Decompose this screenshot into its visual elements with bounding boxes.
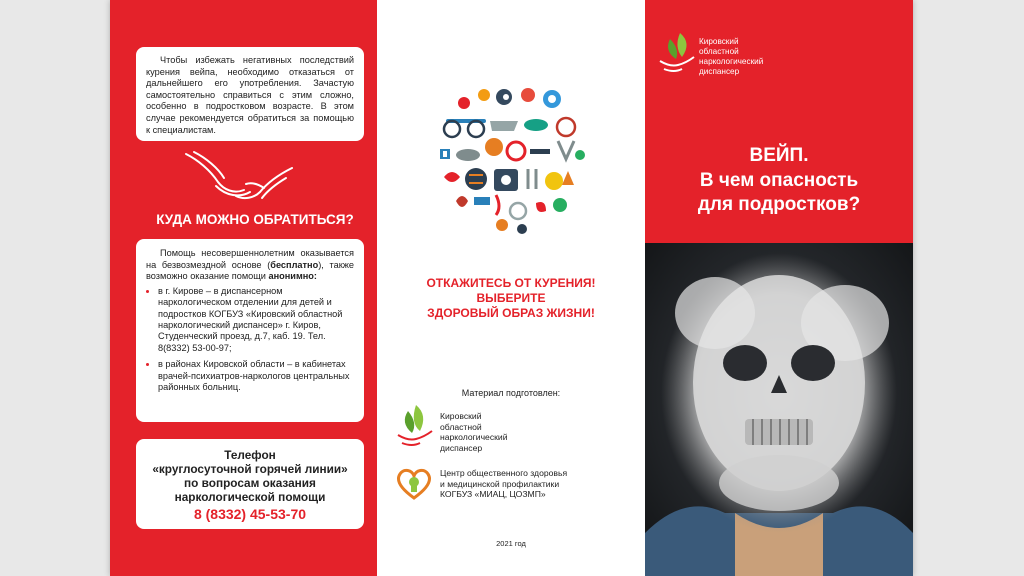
hotline-line: «круглосуточной горячей линии» [152, 462, 348, 476]
org-line: диспансер [440, 442, 483, 453]
cta-line: ЗДОРОВЫЙ ОБРАЗ ЖИЗНИ! [427, 306, 595, 320]
logo-line: диспансер [699, 67, 740, 76]
intro-card [136, 47, 364, 141]
help-text-2: ), также возможно оказание помощи [146, 259, 354, 282]
cta-line: ВЫБЕРИТЕ [476, 291, 546, 305]
healthy-lifestyle-icon [436, 85, 588, 235]
hotline-phone: 8 (8332) 45-53-70 [193, 506, 307, 522]
org-line: Центр общественного здоровья [440, 468, 568, 478]
list-item: • в районах Кировской области – в кабинетах врачей-психиатров-наркологов центральных районных больниц. [158, 359, 356, 393]
help-intro [146, 248, 354, 283]
org-line: областной [440, 421, 482, 432]
help-anonymous: анонимно: [268, 271, 317, 282]
logo-line: областной [699, 47, 739, 56]
help-text-1: Помощь несовершеннолетним оказывается на безвозмездной основе ( [146, 248, 354, 270]
right-logo-text [699, 37, 763, 77]
publication-year: 2021 год [496, 539, 526, 548]
call-to-action [377, 276, 645, 321]
brochure-title [645, 144, 913, 218]
hotline-card [136, 439, 364, 529]
help-free: бесплатно [270, 259, 319, 270]
title-line: для подростков? [697, 194, 861, 215]
org-line: и медицинской профилактики [440, 478, 560, 489]
vape-smoke-skull-photo-icon [645, 243, 913, 576]
hotline-line: Телефон [224, 448, 276, 462]
help-card [136, 239, 364, 422]
hotline-line: по вопросам оказания [184, 476, 316, 490]
logo-line: наркологический [699, 57, 764, 66]
hotline-line: наркологической помощи [174, 490, 326, 504]
org-kirov-dispensary [440, 411, 508, 453]
title-line: В чем опасность [699, 169, 859, 191]
right-leaf-logo-icon [658, 31, 696, 75]
where-to-go-heading: КУДА МОЖНО ОБРАТИТЬСЯ? [156, 212, 354, 227]
help-list [136, 286, 364, 394]
prepared-by-label: Материал подготовлен: [461, 388, 561, 398]
logo-line: Кировский [699, 37, 739, 46]
cta-line: ОТКАЖИТЕСЬ ОТ КУРЕНИЯ! [426, 276, 596, 290]
list-item: • в г. Кирове – в диспансерном наркологическом отделении для детей и подростков КОГБУЗ «Кировский областной наркологический диспансер» г. Киров, Студенческий проезд, д.7, каб. 19. Тел. 8(8332) 53-00-97; [158, 286, 356, 354]
heart-center-logo-icon [396, 466, 432, 500]
org-line: Кировский [440, 411, 482, 421]
right-panel [645, 0, 913, 576]
leaf-hands-logo-icon [396, 403, 434, 449]
org-line: наркологический [440, 432, 508, 443]
title-line: ВЕЙП. [749, 145, 809, 166]
caring-hands-logo-icon [180, 148, 300, 206]
org-line: КОГБУЗ «МИАЦ, ЦОЗМП» [440, 489, 546, 500]
intro-text: Чтобы избежать негативных последствий курения вейпа, необходимо отказаться от дальнейшего его употребления. Зачастую самостоятельно справиться с этим сложно, особенно в подростковом возрасте. В этом случае рекомендуется обратиться за помощью к специалистам. [146, 55, 354, 135]
org-public-health-center [440, 468, 567, 500]
